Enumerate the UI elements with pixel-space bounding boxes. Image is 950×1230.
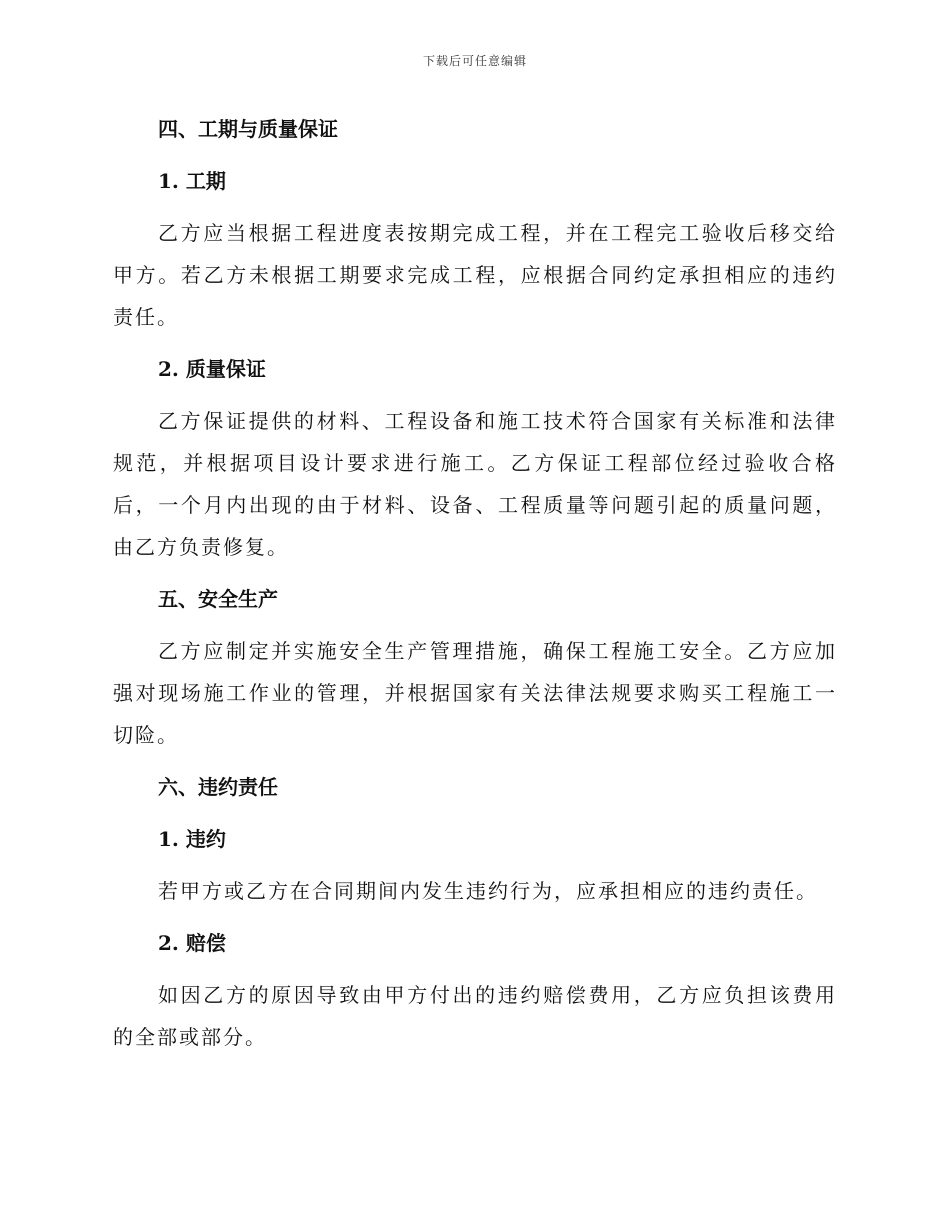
paragraph: 如因乙方的原因导致由甲方付出的违约赔偿费用，乙方应负担该费用的全部或部分。 xyxy=(113,983,837,1049)
subsection-title: 1. 工期 xyxy=(158,169,226,193)
subsection-title: 2. 质量保证 xyxy=(158,357,266,381)
subsection-title: 2. 赔偿 xyxy=(158,931,226,955)
section-title: 四、工期与质量保证 xyxy=(158,117,338,141)
paragraph: 乙方保证提供的材料、工程设备和施工技术符合国家有关标准和法律规范，并根据项目设计要求进行施工。乙方保证工程部位经过验收合格后，一个月内出现的由于材料、设备、工程质量等问题引起的质量问题，由乙方负责修复。 xyxy=(113,409,837,559)
paragraph: 乙方应制定并实施安全生产管理措施，确保工程施工安全。乙方应加强对现场施工作业的管理，并根据国家有关法律法规要求购买工程施工一切险。 xyxy=(113,639,837,747)
paragraph: 乙方应当根据工程进度表按期完成工程，并在工程完工验收后移交给甲方。若乙方未根据工期要求完成工程，应根据合同约定承担相应的违约责任。 xyxy=(113,221,837,329)
document-body xyxy=(113,108,837,1058)
subsection-title: 1. 违约 xyxy=(158,827,226,851)
page-header: 下载后可任意编辑 xyxy=(422,54,527,68)
section-title: 六、违约责任 xyxy=(158,775,278,799)
section-title: 五、安全生产 xyxy=(158,587,278,611)
paragraph: 若甲方或乙方在合同期间内发生违约行为，应承担相应的违约责任。 xyxy=(158,879,818,903)
